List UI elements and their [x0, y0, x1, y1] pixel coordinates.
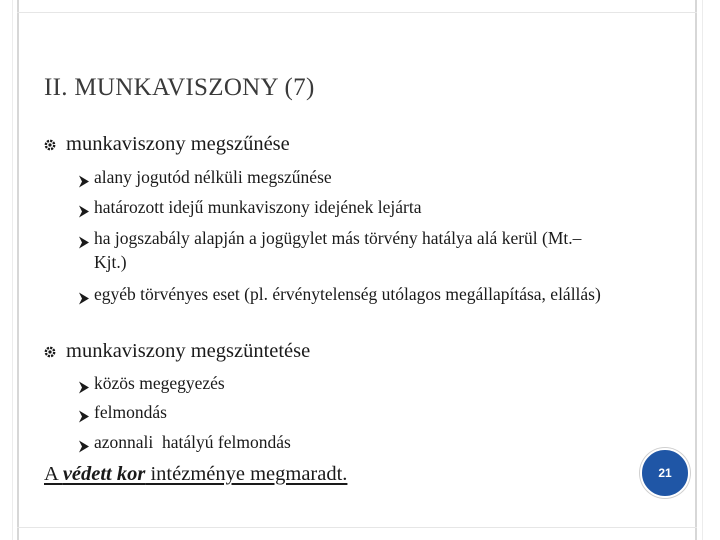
footer-statement: [44, 463, 347, 486]
arrow-bullet-icon: [78, 170, 92, 194]
slide-frame-left-outer: [12, 0, 13, 540]
section-heading-text: munkaviszony megszűnése: [66, 133, 290, 155]
list-item: [78, 371, 604, 395]
gear-bullet-icon: [44, 340, 66, 362]
arrow-bullet-icon: [78, 287, 92, 311]
page-number: 21: [658, 466, 672, 480]
list-item: [78, 195, 604, 219]
arrow-bullet-icon: [78, 376, 92, 400]
footer-emphasis: védett kor: [62, 463, 146, 485]
arrow-bullet-icon: [78, 405, 92, 429]
arrow-bullet-icon: [78, 435, 92, 459]
arrow-bullet-icon: [78, 200, 92, 224]
slide-frame-left: [17, 0, 19, 540]
footer-prefix: A: [44, 463, 63, 485]
list-item: [78, 165, 604, 189]
slide-frame-right: [695, 0, 697, 540]
slide-frame-right-outer: [702, 0, 703, 540]
list-item-text: egyéb törvényes eset (pl. érvénytelenség utólagos megállapítása, elállás): [94, 284, 601, 304]
slide-frame-bottom: [17, 527, 697, 528]
list-item-text: határozott idejű munkaviszony idejének lejárta: [94, 197, 422, 217]
section-heading-text: munkaviszony megszüntetése: [66, 340, 311, 362]
section-heading: [44, 340, 310, 363]
arrow-bullet-icon: [78, 231, 92, 255]
list-item-text: felmondás: [94, 402, 167, 422]
list-item-text: közös megegyezés: [94, 373, 225, 393]
list-item-text: alany jogutód nélküli megszűnése: [94, 167, 332, 187]
list-item-text: azonnali hatályú felmondás: [94, 432, 291, 452]
list-item: [78, 226, 604, 274]
list-item: [78, 430, 604, 454]
list-item: [78, 282, 604, 306]
section-heading: [44, 133, 290, 156]
page-number-badge: [640, 448, 690, 498]
list-item-text: ha jogszabály alapján a jogügylet más törvény hatálya alá kerül (Mt.– Kjt.): [94, 228, 582, 272]
slide-frame-top: [17, 12, 697, 13]
slide-title: II. MUNKAVISZONY (7): [44, 74, 315, 101]
list-item: [78, 400, 604, 424]
footer-suffix: intézménye megmaradt.: [145, 463, 348, 485]
gear-bullet-icon: [44, 133, 66, 155]
